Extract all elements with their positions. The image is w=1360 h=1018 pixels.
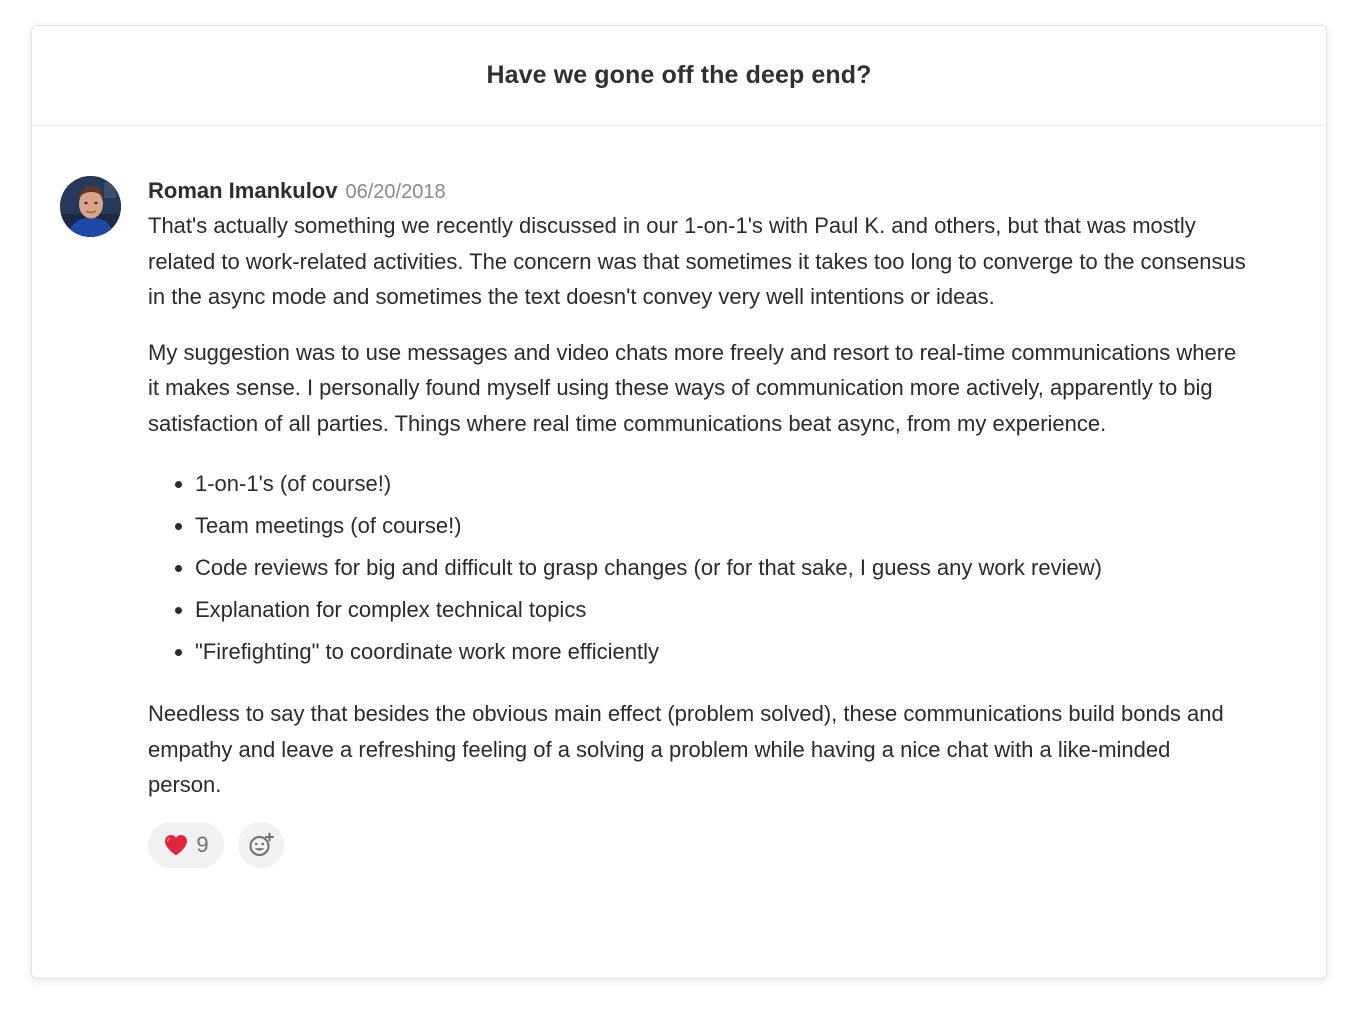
post-paragraph: My suggestion was to use messages and video chats more freely and resort to real-time communications where it makes sense. I personally found myself using these ways of communication more actively, apparently to big satisfaction of all parties. Things where real time communications beat async, from my experience. <box>148 339 1237 436</box>
add-emoji-icon <box>247 831 275 859</box>
thread-card <box>31 25 1327 979</box>
avatar[interactable] <box>60 176 121 237</box>
reaction-count: 9 <box>196 831 209 857</box>
add-reaction-button[interactable] <box>238 822 284 868</box>
list-item: • Explanation for complex technical topics <box>195 589 1248 631</box>
heart-reaction-button[interactable] <box>148 822 224 868</box>
post <box>32 126 1326 868</box>
thread-header <box>32 26 1326 126</box>
author-name[interactable]: Roman Imankulov <box>148 178 338 203</box>
list-item: • Team meetings (of course!) <box>195 505 1248 547</box>
post-date: 06/20/2018 <box>345 181 446 203</box>
post-meta <box>148 174 1266 208</box>
avatar-image <box>60 176 121 237</box>
post-list <box>148 463 1248 673</box>
heart-icon <box>163 833 189 857</box>
reactions-bar <box>148 822 1266 868</box>
thread-title: Have we gone off the deep end? <box>486 61 872 89</box>
list-item: • 1-on-1's (of course!) <box>195 463 1248 505</box>
post-body <box>148 208 1248 803</box>
post-paragraph: Needless to say that besides the obvious main effect (problem solved), these communications build bonds and empathy and leave a refreshing feeling of a solving a problem while having a nice chat with a like-minded person. <box>148 701 1224 797</box>
list-item: • "Firefighting" to coordinate work more efficiently <box>195 631 1248 673</box>
list-item: • Code reviews for big and difficult to grasp changes (or for that sake, I guess any work review) <box>195 547 1248 589</box>
post-paragraph: That's actually something we recently discussed in our 1-on-1's with Paul K. and others, but that was mostly related to work-related activities. The concern was that sometimes it takes too long to converge to the consensus in the async mode and sometimes the text doesn't convey very well intentions or ideas. <box>148 213 1246 309</box>
